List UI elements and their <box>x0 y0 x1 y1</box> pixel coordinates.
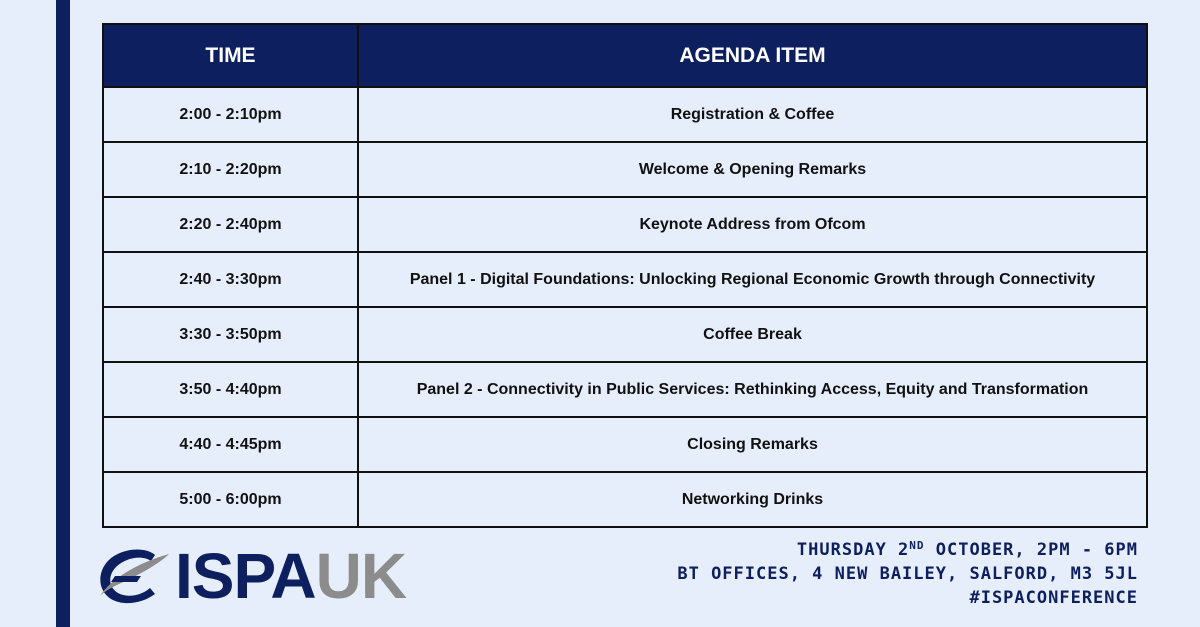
event-date-suffix: OCTOBER, 2PM - 6PM <box>924 540 1138 560</box>
time-cell: 5:00 - 6:00pm <box>103 472 358 527</box>
event-date-ordinal: ND <box>909 539 925 552</box>
agenda-item-cell: Registration & Coffee <box>358 87 1147 142</box>
time-cell: 2:10 - 2:20pm <box>103 142 358 197</box>
agenda-item-cell: Welcome & Opening Remarks <box>358 142 1147 197</box>
agenda-item-cell: Keynote Address from Ofcom <box>358 197 1147 252</box>
time-cell: 2:40 - 3:30pm <box>103 252 358 307</box>
agenda-item-cell: Coffee Break <box>358 307 1147 362</box>
agenda-row <box>103 142 1147 197</box>
time-cell: 3:30 - 3:50pm <box>103 307 358 362</box>
event-details <box>677 538 1138 610</box>
agenda-row <box>103 87 1147 142</box>
event-venue: BT OFFICES, 4 NEW BAILEY, SALFORD, M3 5JL <box>677 564 1138 584</box>
agenda-row <box>103 252 1147 307</box>
agenda-item-column-header: AGENDA ITEM <box>358 24 1147 87</box>
agenda-row <box>103 472 1147 527</box>
event-date-prefix: THURSDAY 2 <box>796 540 910 560</box>
agenda-item-cell: Panel 2 - Connectivity in Public Services: Rethinking Access, Equity and Transformation <box>358 362 1147 417</box>
agenda-row <box>103 197 1147 252</box>
agenda-row <box>103 362 1147 417</box>
agenda-row <box>103 307 1147 362</box>
agenda-table <box>102 23 1148 528</box>
agenda-header-row <box>103 24 1147 87</box>
ispa-uk-logo <box>97 540 437 612</box>
ispa-swoosh-icon <box>97 546 171 606</box>
agenda-item-cell: Networking Drinks <box>358 472 1147 527</box>
logo-wordmark <box>175 540 406 612</box>
logo-uk-text: UK <box>315 540 407 612</box>
agenda-row <box>103 417 1147 472</box>
event-date <box>677 538 1138 562</box>
logo-ispa-text: ISPA <box>175 540 316 612</box>
time-cell: 4:40 - 4:45pm <box>103 417 358 472</box>
time-cell: 2:00 - 2:10pm <box>103 87 358 142</box>
time-column-header: TIME <box>103 24 358 87</box>
event-hashtag: #ISPACONFERENCE <box>969 588 1138 608</box>
agenda-item-cell: Panel 1 - Digital Foundations: Unlocking Regional Economic Growth through Connectivity <box>358 252 1147 307</box>
time-cell: 3:50 - 4:40pm <box>103 362 358 417</box>
agenda-item-cell: Closing Remarks <box>358 417 1147 472</box>
time-cell: 2:20 - 2:40pm <box>103 197 358 252</box>
left-accent-bar <box>56 0 70 627</box>
